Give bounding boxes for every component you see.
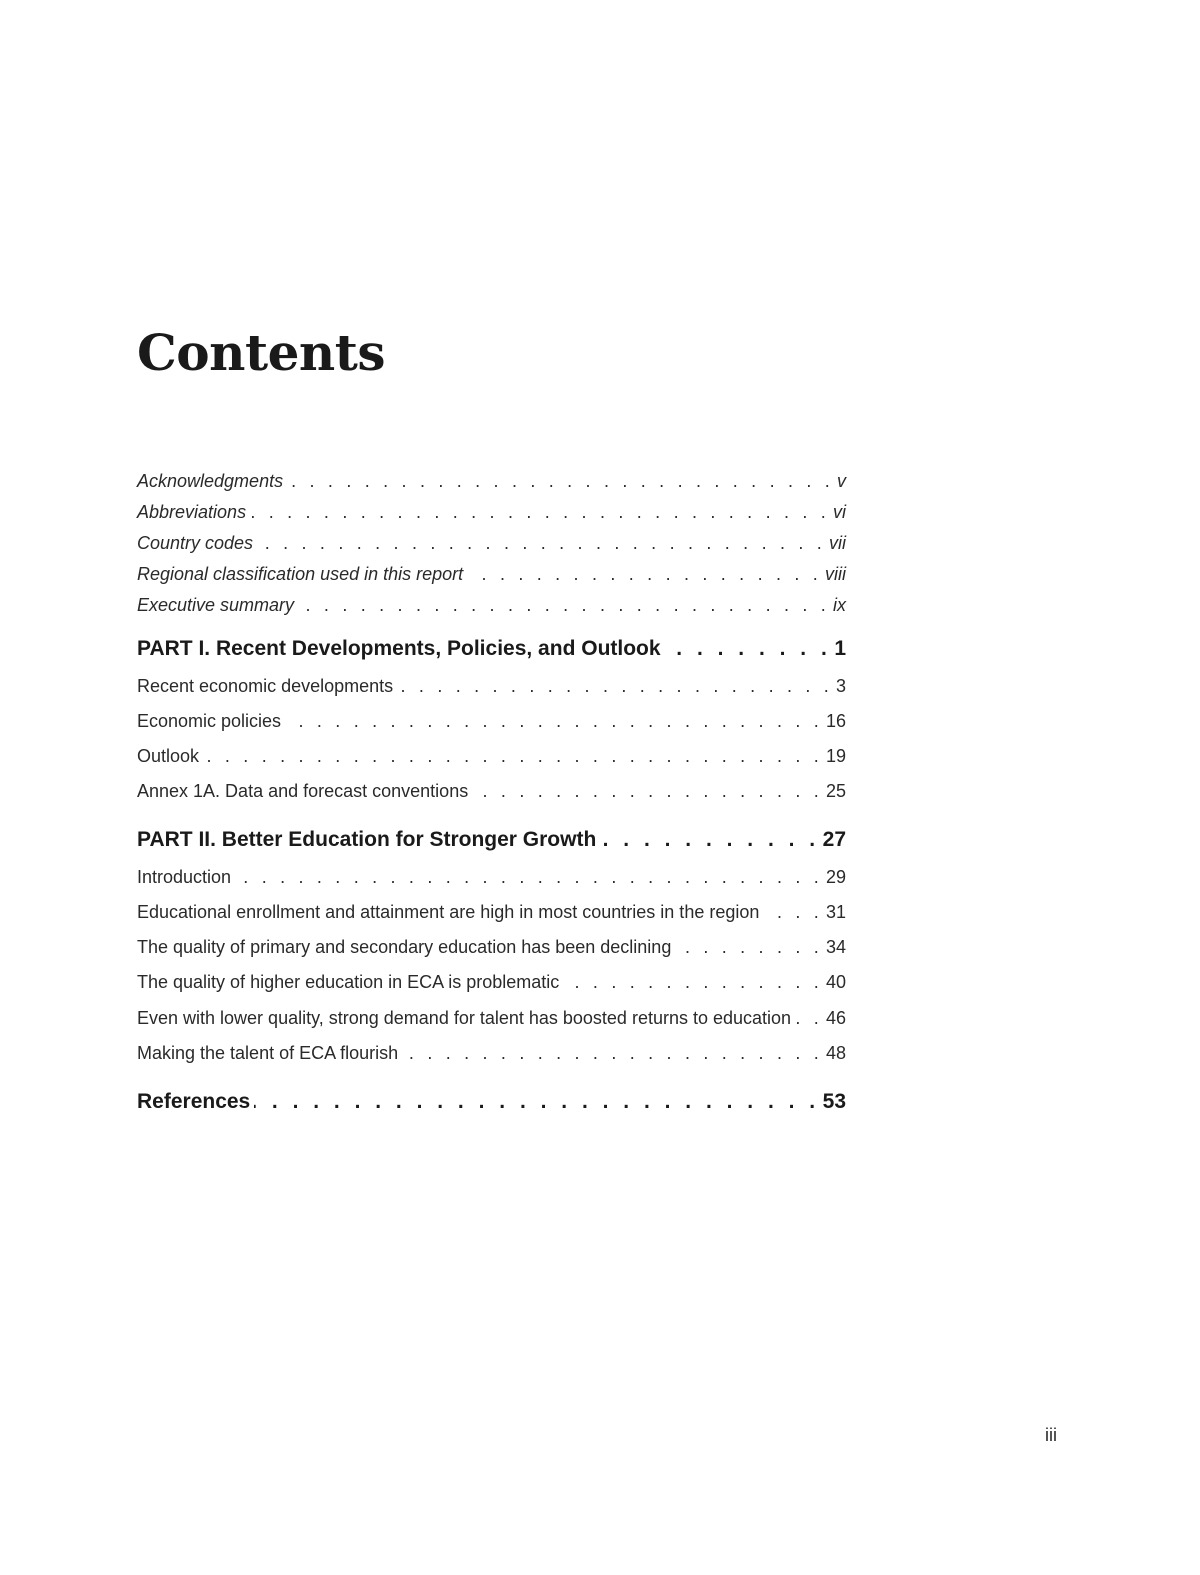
toc-entry-annex-1a[interactable] — [137, 781, 846, 802]
toc-entry-economic-policies[interactable] — [137, 711, 846, 732]
toc-entry-outlook[interactable] — [137, 746, 846, 767]
dot-leader — [600, 828, 819, 852]
page-title: Contents — [137, 323, 386, 382]
toc-part-label: PART I. Recent Developments, Policies, and Outlook — [137, 637, 661, 660]
toc-page-number: viii — [825, 564, 846, 584]
dot-leader — [795, 1008, 823, 1029]
toc-page-number: v — [837, 471, 846, 491]
dot-leader — [402, 1043, 823, 1064]
toc-page-number: 48 — [825, 1043, 846, 1063]
toc-page-number: 34 — [825, 937, 846, 957]
toc-entry-label: Annex 1A. Data and forecast conventions — [137, 781, 469, 801]
dot-leader — [563, 972, 823, 993]
toc-part-1[interactable] — [137, 637, 846, 661]
toc-page-number: vii — [829, 533, 846, 553]
toc-references[interactable] — [137, 1090, 846, 1114]
dot-leader — [203, 746, 823, 767]
toc-page-number: 16 — [825, 711, 846, 731]
toc-entry-label: Educational enrollment and attainment are high in most countries in the region — [137, 902, 760, 922]
dot-leader — [285, 711, 823, 732]
toc-entry-educational-enrollment[interactable] — [137, 902, 846, 923]
page-folio: iii — [1045, 1425, 1057, 1445]
toc-entry-demand-for-talent[interactable] — [137, 1008, 846, 1029]
toc-entry-label: Outlook — [137, 746, 200, 766]
toc-page-number: 29 — [825, 867, 846, 887]
toc-entry-label: The quality of primary and secondary education has been declining — [137, 937, 672, 957]
toc-entry-label: Executive summary — [137, 595, 295, 615]
toc-entry-label: Abbreviations — [137, 502, 247, 522]
toc-page-number: 46 — [825, 1008, 846, 1028]
toc-part-label: PART II. Better Education for Stronger Growth — [137, 828, 597, 851]
toc-page-number: 31 — [825, 902, 846, 922]
toc-entry-introduction[interactable] — [137, 867, 846, 888]
dot-leader — [675, 937, 823, 958]
toc-page-number: vi — [833, 502, 846, 522]
dot-leader — [257, 533, 826, 554]
dot-leader — [254, 1090, 819, 1114]
toc-entry-label: Country codes — [137, 533, 254, 553]
dot-leader — [763, 902, 823, 923]
dot-leader — [472, 781, 823, 802]
toc-entry-label: Economic policies — [137, 711, 282, 731]
toc-page-number: 40 — [825, 972, 846, 992]
toc-page-number: 53 — [822, 1090, 846, 1113]
toc-entry-label: Introduction — [137, 867, 232, 887]
toc-part-label: References — [137, 1090, 251, 1113]
toc-entry-label: Regional classification used in this report — [137, 564, 464, 584]
toc-entry-regional-classification[interactable] — [137, 564, 846, 585]
dot-leader — [287, 471, 834, 492]
toc-page-number: ix — [833, 595, 846, 615]
table-of-contents — [137, 0, 846, 1575]
dot-leader — [665, 637, 832, 661]
toc-entry-label: Even with lower quality, strong demand for talent has boosted returns to education — [137, 1008, 792, 1028]
toc-page-number: 1 — [834, 637, 846, 660]
toc-entry-quality-higher-education[interactable] — [137, 972, 846, 993]
toc-page-number: 3 — [835, 676, 846, 696]
toc-entry-label: Recent economic developments — [137, 676, 394, 696]
dot-leader — [250, 502, 830, 523]
dot-leader — [467, 564, 822, 585]
dot-leader — [298, 595, 830, 616]
toc-entry-abbreviations[interactable] — [137, 502, 846, 523]
toc-part-2[interactable] — [137, 828, 846, 852]
toc-entry-quality-primary-secondary[interactable] — [137, 937, 846, 958]
toc-page-number: 27 — [822, 828, 846, 851]
toc-entry-country-codes[interactable] — [137, 533, 846, 554]
toc-entry-recent-economic-developments[interactable] — [137, 676, 846, 697]
toc-entry-label: The quality of higher education in ECA is problematic — [137, 972, 560, 992]
toc-page-number: 25 — [825, 781, 846, 801]
toc-entry-talent-flourish[interactable] — [137, 1043, 846, 1064]
toc-entry-acknowledgments[interactable] — [137, 471, 846, 492]
toc-entry-label: Acknowledgments — [137, 471, 284, 491]
toc-page-number: 19 — [825, 746, 846, 766]
toc-entry-executive-summary[interactable] — [137, 595, 846, 616]
dot-leader — [397, 676, 833, 697]
dot-leader — [235, 867, 823, 888]
toc-entry-label: Making the talent of ECA flourish — [137, 1043, 399, 1063]
